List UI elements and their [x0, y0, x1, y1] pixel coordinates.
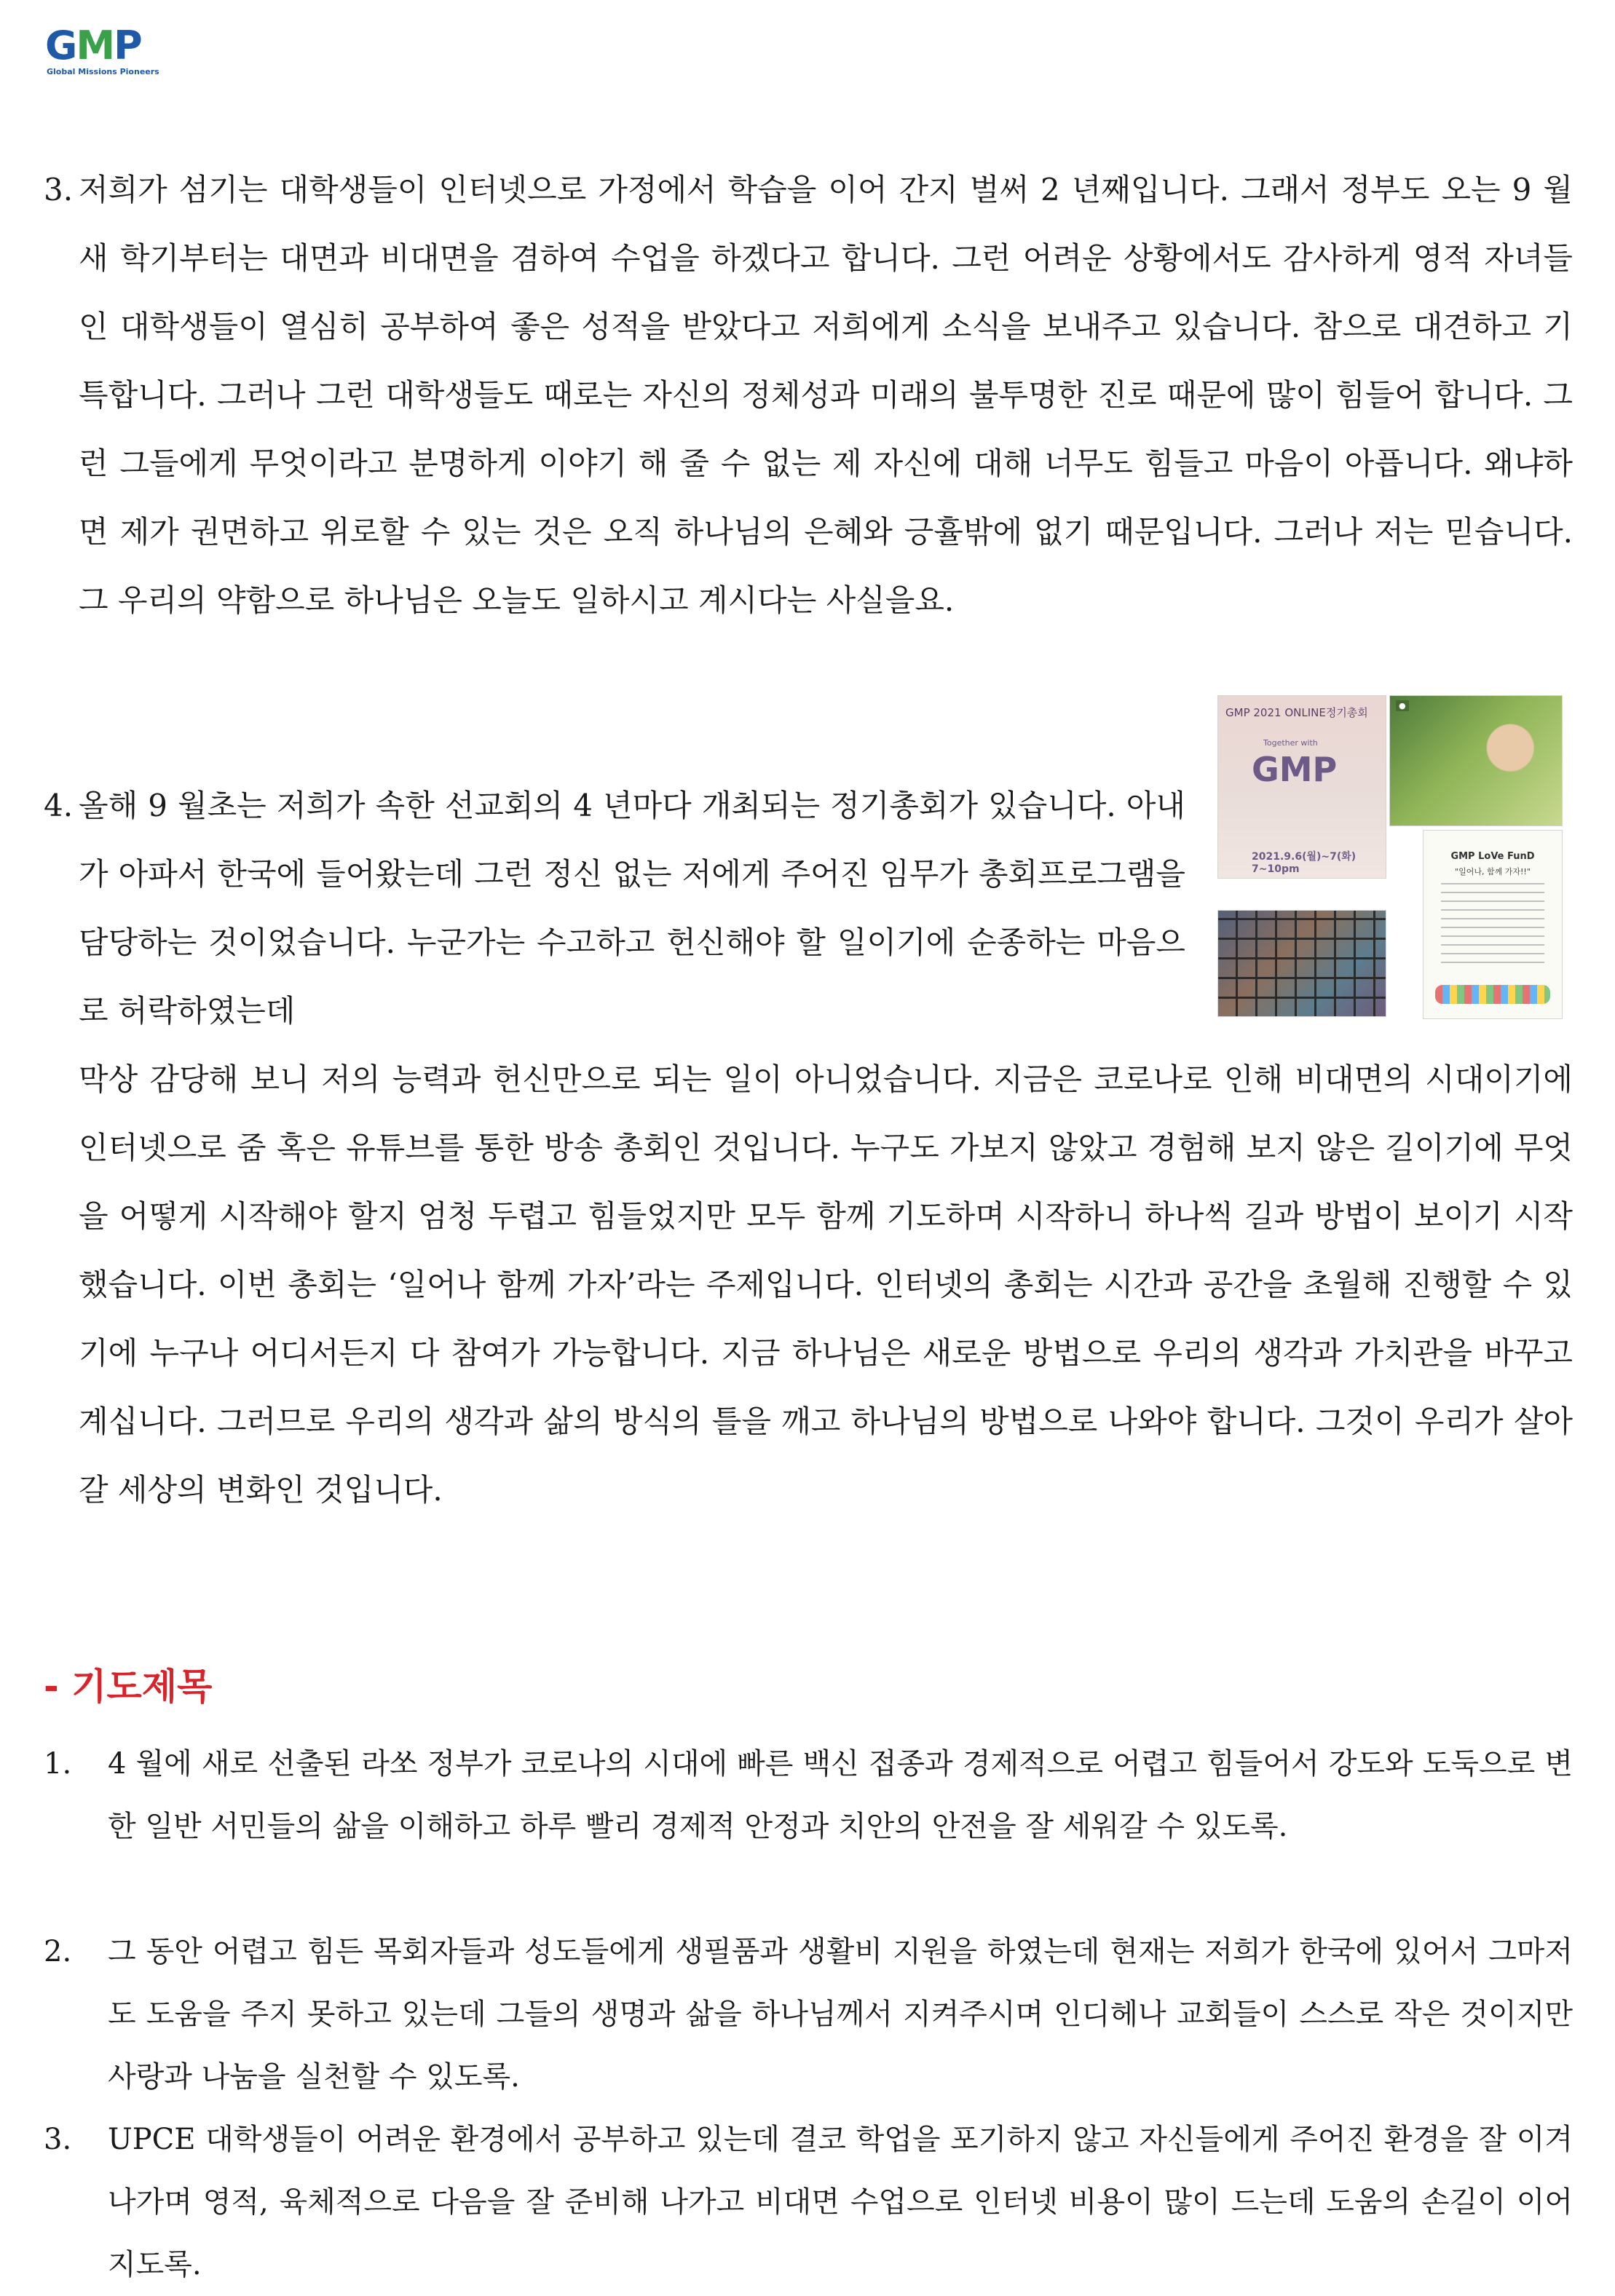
poster-brand: GMP — [1252, 750, 1338, 789]
paragraph-4-part-a — [44, 772, 1185, 1045]
prayer-text: UPCE 대학생들이 어려운 환경에서 공부하고 있는데 결코 학업을 포기하지 않고 자신들에게 주어진 환경을 잘 이겨나가며 영적, 육체적으로 다음을 잘 준비해 나가고 비대면 수업으로 인터넷 비용이 많이 드는데 도움의 손길이 이어지도록. — [108, 2123, 1573, 2281]
poster-together: Together with — [1263, 738, 1318, 748]
prayer-item-2 — [44, 1920, 1573, 2108]
poster-title: GMP 2021 ONLINE정기총회 — [1225, 706, 1368, 719]
flyer-title: GMP LoVe FunD — [1450, 851, 1535, 862]
poster-date: 2021.9.6(월)~7(화) 7~10pm — [1252, 851, 1357, 875]
flyer-text-lines — [1441, 883, 1544, 970]
missionary-photo-image — [1389, 695, 1563, 826]
prayer-text: 그 동안 어렵고 힘든 목회자들과 성도들에게 생필품과 생활비 지원을 하였는데 현재는 저희가 한국에 있어서 그마저도 도움을 주지 못하고 있는데 그들의 생명과 삶을 하나님께서 지켜주시며 인디헤나 교회들이 스스로 작은 것이지만 사랑과 나눔을 실천할 수 있도록. — [108, 1935, 1573, 2094]
prayer-heading: - 기도제목 — [44, 1666, 213, 1708]
zoom-meeting-image — [1217, 910, 1386, 1017]
flyer-children-illustration — [1435, 985, 1550, 1004]
prayer-item-3 — [44, 2108, 1573, 2296]
paragraph-number: 3. — [44, 172, 74, 207]
logo-mark: GMP — [45, 23, 141, 68]
prayer-number: 2. — [44, 1935, 72, 1968]
photo-badge-icon: ● — [1396, 700, 1409, 711]
paragraph-text: 막상 감당해 보니 저의 능력과 헌신만으로 되는 일이 아니었습니다. 지금은 코로나로 인해 비대면의 시대이기에 인터넷으로 줌 혹은 유튜브를 통한 방송 총회인 것입니다. 누구도 가보지 않았고 경험해 보지 않은 길이기에 무엇을 어떻게 시작해야 할지 엄청 두렵고 힘들었지만 모두 함께 기도하며 시작하니 하나씩 길과 방법이 보이기 시작했습니다. 이번 총회는 ‘일어나 함께 가자’라는 주제입니다. 인터넷의 총회는 시간과 공간을 초월해 진행할 수 있기에 누구나 어디서든지 다 참여가 가능합니다. 지금 하나님은 새로운 방법으로 우리의 생각과 가치관을 바꾸고 계십니다. 그러므로 우리의 생각과 삶의 방식의 틀을 깨고 하나님의 방법으로 나와야 합니다. 그것이 우리가 살아갈 세상의 변화인 것입니다. — [79, 1061, 1573, 1508]
paragraph-text: 올해 9 월초는 저희가 속한 선교회의 4 년마다 개최되는 정기총회가 있습니다. 아내가 아파서 한국에 들어왔는데 그런 정신 없는 저에게 주어진 임무가 총회프로그램을 담당하는 것이었습니다. 누군가는 수고하고 헌신해야 할 일이기에 순종하는 마음으로 허락하였는데 — [79, 788, 1185, 1029]
prayer-item-1 — [44, 1733, 1573, 1858]
gmp-logo — [45, 25, 191, 76]
assembly-poster-image — [1217, 695, 1386, 879]
flyer-subtitle: "일어나, 함께 가자!!" — [1455, 867, 1531, 876]
prayer-number: 1. — [44, 1747, 72, 1781]
prayer-number: 3. — [44, 2123, 72, 2156]
paragraph-number: 4. — [44, 788, 74, 823]
prayer-text: 4 월에 새로 선출된 라쏘 정부가 코로나의 시대에 빠른 백신 접종과 경제적으로 어렵고 힘들어서 강도와 도둑으로 변한 일반 서민들의 삶을 이해하고 하루 빨리 경제적 안정과 치안의 안전을 잘 세워갈 수 있도록. — [108, 1747, 1573, 1843]
love-fund-flyer-image — [1423, 830, 1563, 1019]
paragraph-text: 저희가 섬기는 대학생들이 인터넷으로 가정에서 학습을 이어 간지 벌써 2 년째입니다. 그래서 정부도 오는 9 월 새 학기부터는 대면과 비대면을 겸하여 수업을 하겠다고 합니다. 그런 어려운 상황에서도 감사하게 영적 자녀들인 대학생들이 열심히 공부하여 좋은 성적을 받았다고 저희에게 소식을 보내주고 있습니다. 참으로 대견하고 기특합니다. 그러나 그런 대학생들도 때로는 자신의 정체성과 미래의 불투명한 진로 때문에 많이 힘들어 합니다. 그런 그들에게 무엇이라고 분명하게 이야기 해 줄 수 없는 제 자신에 대해 너무도 힘들고 마음이 아픕니다. 왜냐하면 제가 권면하고 위로할 수 있는 것은 오직 하나님의 은혜와 긍휼밖에 없기 때문입니다. 그러나 저는 믿습니다. 그 우리의 약함으로 하나님은 오늘도 일하시고 계시다는 사실을요. — [79, 172, 1573, 618]
logo-subtitle: Global Missions Pioneers — [47, 67, 159, 76]
paragraph-3 — [44, 156, 1573, 635]
paragraph-4-part-b — [79, 1045, 1573, 1524]
